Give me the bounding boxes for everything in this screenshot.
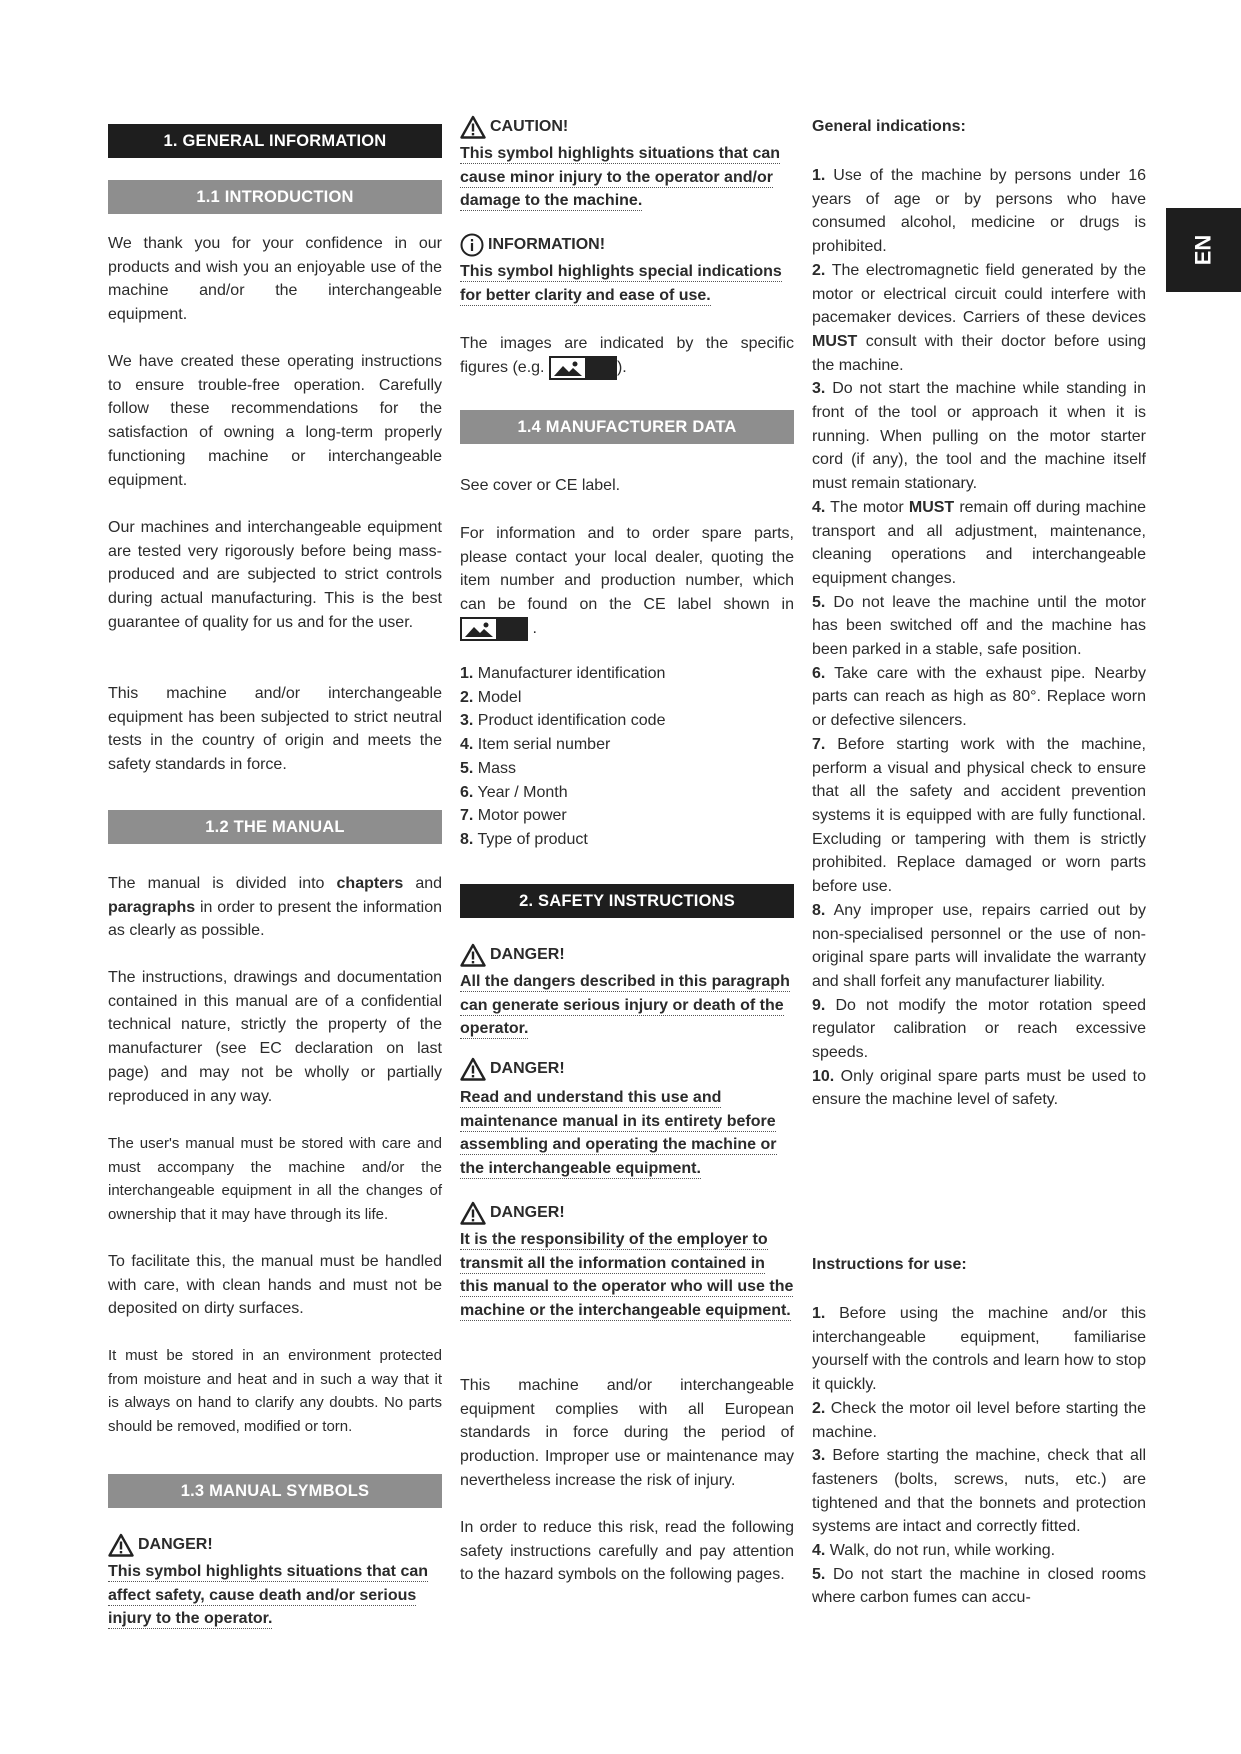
heading-the-manual: 1.2 THE MANUAL xyxy=(108,810,442,844)
list-item: 1. Before using the machine and/or this interchangeable equipment, familiarise yourself with the controls and learn how to stop it quickly. xyxy=(812,1305,1146,1394)
warning-triangle-icon xyxy=(460,1201,486,1225)
heading-manufacturer-data: 1.4 MANUFACTURER DATA xyxy=(460,410,794,444)
warning-triangle-icon xyxy=(460,943,486,967)
list-item: 9. Do not modify the motor rotation speed regulator calibration or reach excessive speeds. xyxy=(812,996,1146,1062)
list-item: 1. Use of the machine by persons under 16 years of age or by persons who have consumed alcohol, medicine or drugs is prohibited. xyxy=(812,167,1146,256)
warning-triangle-icon xyxy=(460,1057,486,1081)
list-item: 2. The electromagnetic field generated by the motor or electrical circuit could interfere with pacemaker devices. Carriers of these devices MUST consult with their doctor before using the machine. xyxy=(812,261,1147,374)
list-item: 10. Only original spare parts must be used to ensure the machine level of safety. xyxy=(812,1067,1147,1109)
danger-heading: DANGER! xyxy=(108,1532,442,1558)
spare-parts-paragraph: For information and to order spare parts, please contact your local dealer, quoting the item number and production number, which can be found on the CE label shown in . xyxy=(460,522,794,641)
list-item: 3. Before starting the machine, check that all fasteners (bolts, screws, nuts, etc.) are tightened and that the bonnets and protection systems are intact and correctly fitted. xyxy=(812,1447,1146,1536)
list-item: 5. Do not leave the machine until the motor has been switched off and the machine has been parked in a stable, safe position. xyxy=(812,593,1146,659)
danger-heading: DANGER! xyxy=(460,1200,794,1226)
warning-triangle-icon xyxy=(108,1533,134,1557)
warning-triangle-icon xyxy=(460,115,486,139)
instructions-for-use-list xyxy=(812,1302,1146,1610)
list-item: 1. Manufacturer identification xyxy=(460,665,666,682)
information-text: This symbol highlights special indications for better clarity and ease of use. xyxy=(460,263,782,304)
intro-paragraph-4: This machine and/or interchangeable equipment has been subjected to strict neutral tests in the country of origin and meets the safety standards in force. xyxy=(108,685,442,774)
danger-text: Read and understand this use and maintenance manual in its entirety before assembling and operating the machine or the interchangeable equipment. xyxy=(460,1089,777,1178)
images-paragraph: The images are indicated by the specific figures (e.g. ). xyxy=(460,332,794,380)
reduce-risk-paragraph: In order to reduce this risk, read the following safety instructions carefully and pay attention to the hazard symbols on the following pages. xyxy=(460,1519,794,1584)
heading-general-indications: General indications: xyxy=(812,118,966,135)
manual-paragraph-5: It must be stored in an environment protected from moisture and heat and in such a way that it is always on hand to clarify any doubts. No parts should be removed, modified or torn. xyxy=(108,1347,442,1436)
see-cover-text: See cover or CE label. xyxy=(460,477,621,494)
caution-text: This symbol highlights situations that can cause minor injury to the operator and/or damage to the machine. xyxy=(460,145,781,210)
information-heading: INFORMATION! xyxy=(460,232,794,258)
danger-text: It is the responsibility of the employer to transmit all the information contained in this manual to the operator who will use the machine or the interchangeable equipment. xyxy=(460,1231,794,1320)
list-item: 4. The motor MUST remain off during machine transport and all adjustment, maintenance, cleaning operations and interchangeable equipment changes. xyxy=(812,498,1147,587)
manual-paragraph-4: To facilitate this, the manual must be handled with care, with clean hands and must not be deposited on dirty surfaces. xyxy=(108,1253,442,1318)
list-item: 2. Check the motor oil level before starting the machine. xyxy=(812,1399,1146,1441)
intro-paragraph-1: We thank you for your confidence in our products and wish you an enjoyable use of the machine and/or the interchangeable equipment. xyxy=(108,235,442,324)
list-item: 8. Any improper use, repairs carried out by non-specialised personnel or the use of non-original spare parts will invalidate the warranty and shall forfeit any manufacturer liability. xyxy=(812,901,1147,990)
image-figure-icon xyxy=(549,356,617,380)
heading-general-information: 1. GENERAL INFORMATION xyxy=(108,124,442,158)
list-item: 7. Motor power xyxy=(460,807,567,825)
list-item: 6. Take care with the exhaust pipe. Nearby parts can reach as high as 80°. Replace worn or defective silencers. xyxy=(812,664,1146,730)
danger-text: All the dangers described in this paragraph can generate serious injury or death of the operator. xyxy=(460,973,790,1038)
heading-introduction: 1.1 INTRODUCTION xyxy=(108,180,442,214)
heading-manual-symbols: 1.3 MANUAL SYMBOLS xyxy=(108,1474,442,1508)
list-item: 7. Before starting work with the machine, perform a visual and physical check to ensure that all the safety and accident prevention systems it is equipped with are fully functional. Excluding or tampering with them is strictly prohibited. Replace damaged or worn parts before use. xyxy=(812,735,1147,896)
general-indications-list xyxy=(812,164,1146,1112)
list-item: 8. Type of product xyxy=(460,830,588,848)
manual-paragraph-2: The instructions, drawings and documentation contained in this manual are of a confidential technical nature, strictly the property of the manufacturer (see EC declaration on last page) and may not be wholly or partially reproduced in any way. xyxy=(108,969,442,1105)
compliance-paragraph: This machine and/or interchangeable equipment complies with all European standards in force during the period of production. Improper use or maintenance may nevertheless increase the risk of injury. xyxy=(460,1377,794,1489)
heading-instructions-for-use: Instructions for use: xyxy=(812,1256,967,1273)
list-item: 2. Model xyxy=(460,688,522,706)
language-tab: EN xyxy=(1166,208,1241,292)
danger-heading: DANGER! xyxy=(460,942,794,968)
list-item: 6. Year / Month xyxy=(460,783,568,801)
manual-paragraph-3: The user's manual must be stored with care and must accompany the machine and/or the interchangeable equipment in all the changes of ownership that it may have through its life. xyxy=(108,1135,442,1224)
list-item: 3. Product identification code xyxy=(460,712,666,730)
list-item: 5. Do not start the machine in closed rooms where carbon fumes can accu- xyxy=(812,1565,1146,1607)
list-item: 5. Mass xyxy=(460,759,517,777)
list-item: 4. Walk, do not run, while working. xyxy=(812,1542,1056,1560)
list-item: 3. Do not start the machine while standing in front of the tool or approach it when it is running. When pulling on the motor starter cord (if any), the tool and the machine itself must remain stationary. xyxy=(812,380,1146,493)
intro-paragraph-2: We have created these operating instructions to ensure trouble-free operation. Carefully follow these recommendations for the satisfaction of owning a long-term properly functioning machine or interchangeable equipment. xyxy=(108,353,442,489)
manual-paragraph-1: The manual is divided into chapters and paragraphs in order to present the information as clearly as possible. xyxy=(108,875,443,940)
danger-text: This symbol highlights situations that can affect safety, cause death and/or serious injury to the operator. xyxy=(108,1563,429,1628)
manufacturer-data-list xyxy=(460,662,794,852)
information-icon xyxy=(460,233,484,257)
image-figure-icon xyxy=(460,617,528,641)
caution-heading: CAUTION! xyxy=(460,114,794,140)
list-item: 4. Item serial number xyxy=(460,736,611,754)
heading-safety-instructions: 2. SAFETY INSTRUCTIONS xyxy=(460,884,794,918)
intro-paragraph-3: Our machines and interchangeable equipment are tested very rigorously before being mass-produced and are subjected to strict controls during actual manufacturing. This is the best guarantee of quality for us and for the user. xyxy=(108,519,442,631)
danger-heading: DANGER! xyxy=(460,1056,794,1082)
